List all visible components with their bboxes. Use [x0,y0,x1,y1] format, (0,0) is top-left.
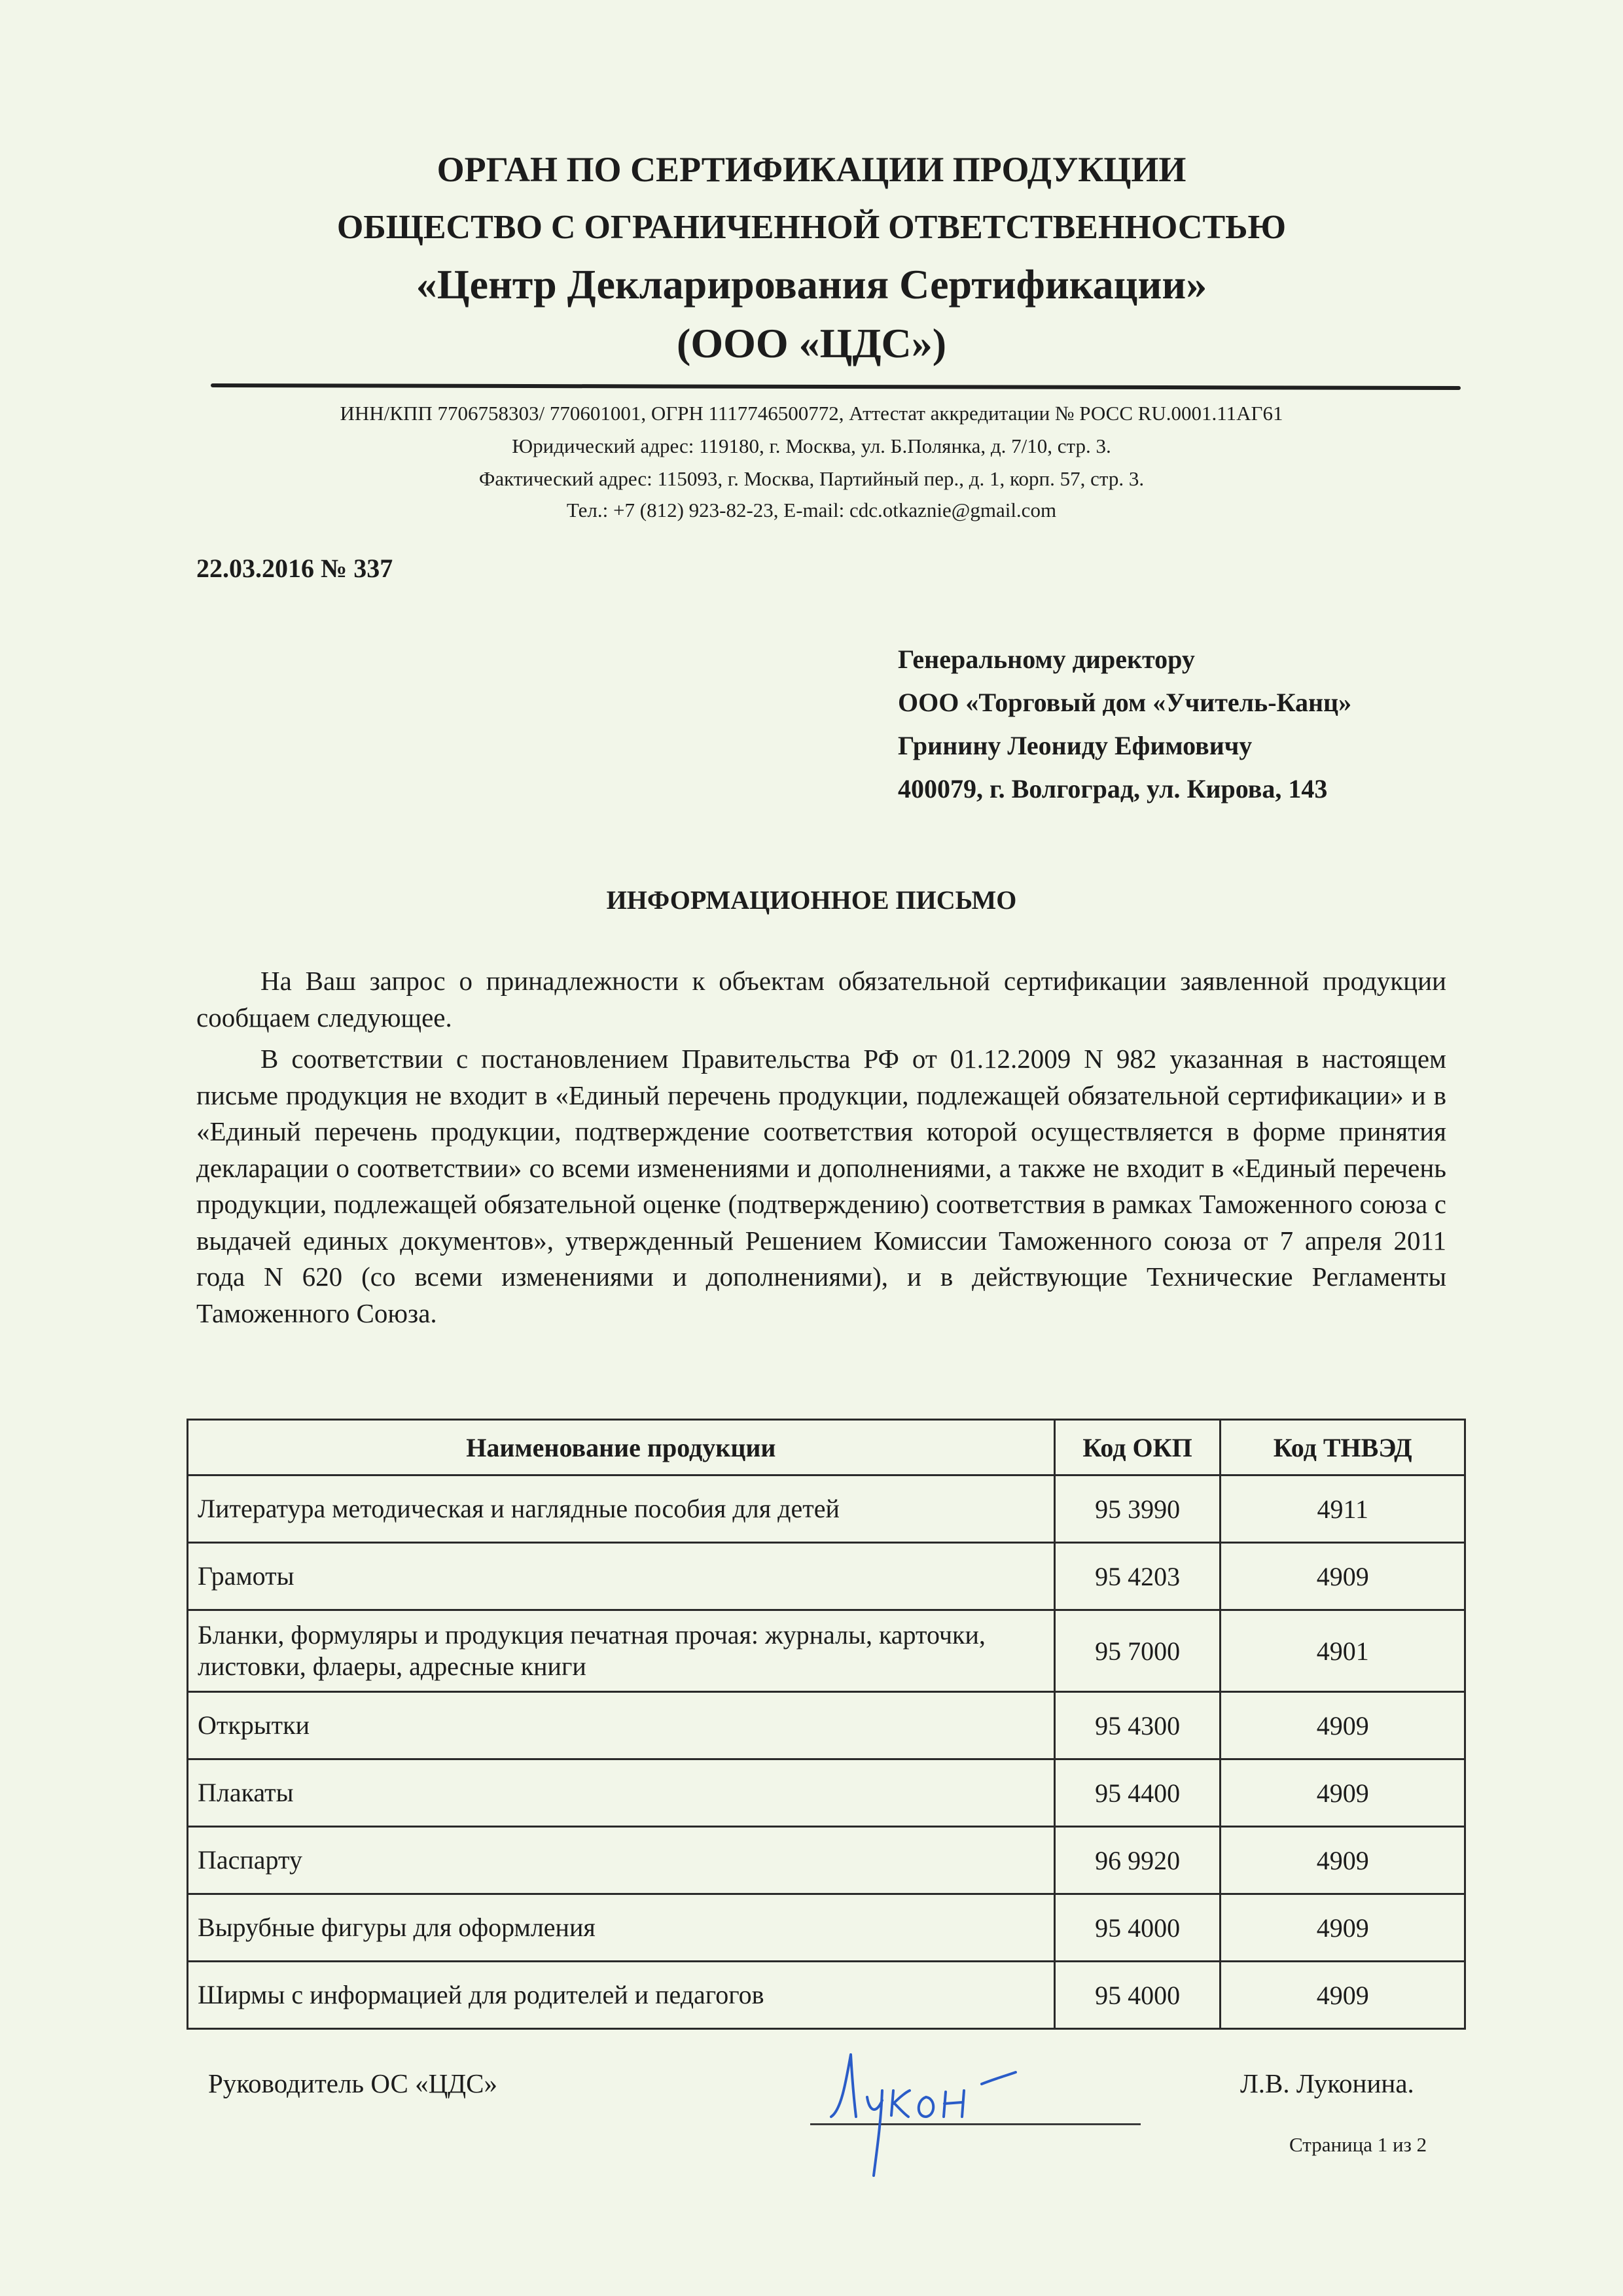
letter-title: ИНФОРМАЦИОННОЕ ПИСЬМО [606,885,1017,915]
table-row [188,1759,1465,1827]
body-paragraph-2: В соответствии с постановлением Правительства РФ от 01.12.2009 N 982 указанная в настоящем письме продукция не входит в «Единый перечень продукции, подлежащей обязательной сертификации» и в «Единый перечень продукции, подтверждение соответствия которой осуществляется в форме принятия декларации о соответствии» со всеми изменениями и дополнениями, а также не входит в «Единый перечень продукции, подлежащей обязательной оценке (подтверждению) соответствия в рамках Таможенного союза с выдачей единых документов», утвержденный Решением Комиссии Таможенного союза от 7 апреля 2011 года N 620 (со всеми изменениями и дополнениями), и в действующие Технические Регламенты Таможенного Союза. [196,1044,1446,1328]
addressee-company: ООО «Торговый дом «Учитель-Канц» [898,688,1352,717]
product-name: Плакаты [188,1759,1055,1827]
table-row [188,1894,1465,1962]
table-row [188,1543,1465,1610]
okp-code: 95 4203 [1054,1543,1221,1610]
product-name: Грамоты [188,1543,1055,1610]
tnved-code: 4911 [1221,1475,1465,1543]
signer-name: Л.В. Луконина. [1240,2068,1414,2098]
okp-code: 95 7000 [1054,1610,1221,1692]
tnved-code: 4909 [1221,1894,1465,1962]
signer-role: Руководитель ОС «ЦДС» [208,2068,497,2098]
tnved-code: 4909 [1221,1543,1465,1610]
okp-code: 95 4000 [1054,1962,1221,2029]
okp-code: 95 3990 [1054,1475,1221,1543]
table-row [188,1962,1465,2029]
requisites-actual-address: Фактический адрес: 115093, г. Москва, Партийный пер., д. 1, корп. 57, стр. 3. [478,467,1145,490]
table-row [188,1692,1465,1759]
letter-body [196,963,1446,1332]
okp-code: 96 9920 [1054,1827,1221,1894]
letter-date-number: 22.03.2016 № 337 [196,554,393,583]
org-header-line1: ОРГАН ПО СЕРТИФИКАЦИИ ПРОДУКЦИИ [437,150,1186,189]
header-okp-code: Код ОКП [1054,1420,1221,1475]
page-number: Страница 1 из 2 [1289,2133,1427,2156]
requisites-legal-address: Юридический адрес: 119180, г. Москва, ул. Б.Полянка, д. 7/10, стр. 3. [512,434,1111,457]
product-name: Ширмы с информацией для родителей и педагогов [188,1962,1055,2029]
org-header-abbrev: (ООО «ЦДС») [677,320,946,366]
tnved-code: 4909 [1221,1692,1465,1759]
table-header-row [188,1420,1465,1475]
okp-code: 95 4300 [1054,1692,1221,1759]
org-header-line2: ОБЩЕСТВО С ОГРАНИЧЕННОЙ ОТВЕТСТВЕННОСТЬЮ [336,209,1287,246]
requisites-contacts: Тел.: +7 (812) 923-82-23, E-mail: cdc.otkaznie@gmail.com [566,499,1057,521]
tnved-code: 4909 [1221,1759,1465,1827]
body-paragraph-1: На Ваш запрос о принадлежности к объектам обязательной сертификации заявленной продукции сообщаем следующее. [196,966,1446,1033]
tnved-code: 4909 [1221,1962,1465,2029]
okp-code: 95 4400 [1054,1759,1221,1827]
addressee-block [898,638,1351,811]
product-name: Литература методическая и наглядные пособия для детей [188,1475,1055,1543]
table-row [188,1475,1465,1543]
header-product-name: Наименование продукции [188,1420,1055,1475]
org-header-name: «Центр Декларирования Сертификации» [416,261,1207,308]
addressee-address: 400079, г. Волгоград, ул. Кирова, 143 [898,774,1328,804]
okp-code: 95 4000 [1054,1894,1221,1962]
header-tnved-code: Код ТНВЭД [1221,1420,1465,1475]
products-table [187,1419,1466,2030]
product-name: Паспарту [188,1827,1055,1894]
tnved-code: 4901 [1221,1610,1465,1692]
table-row [188,1610,1465,1692]
table-row [188,1827,1465,1894]
tnved-code: 4909 [1221,1827,1465,1894]
header-divider [211,383,1461,390]
product-name: Открытки [188,1692,1055,1759]
product-name: Вырубные фигуры для оформления [188,1894,1055,1962]
handwritten-signature-icon [805,2038,1119,2185]
addressee-person: Гринину Леониду Ефимовичу [898,731,1253,760]
addressee-position: Генеральному директору [898,645,1195,674]
requisites-inn: ИНН/КПП 7706758303/ 770601001, ОГРН 1117746500772, Аттестат аккредитации № РОСС RU.0001.11АГ61 [340,402,1283,425]
product-name: Бланки, формуляры и продукция печатная прочая: журналы, карточки, листовки, флаеры, адресные книги [188,1610,1055,1692]
